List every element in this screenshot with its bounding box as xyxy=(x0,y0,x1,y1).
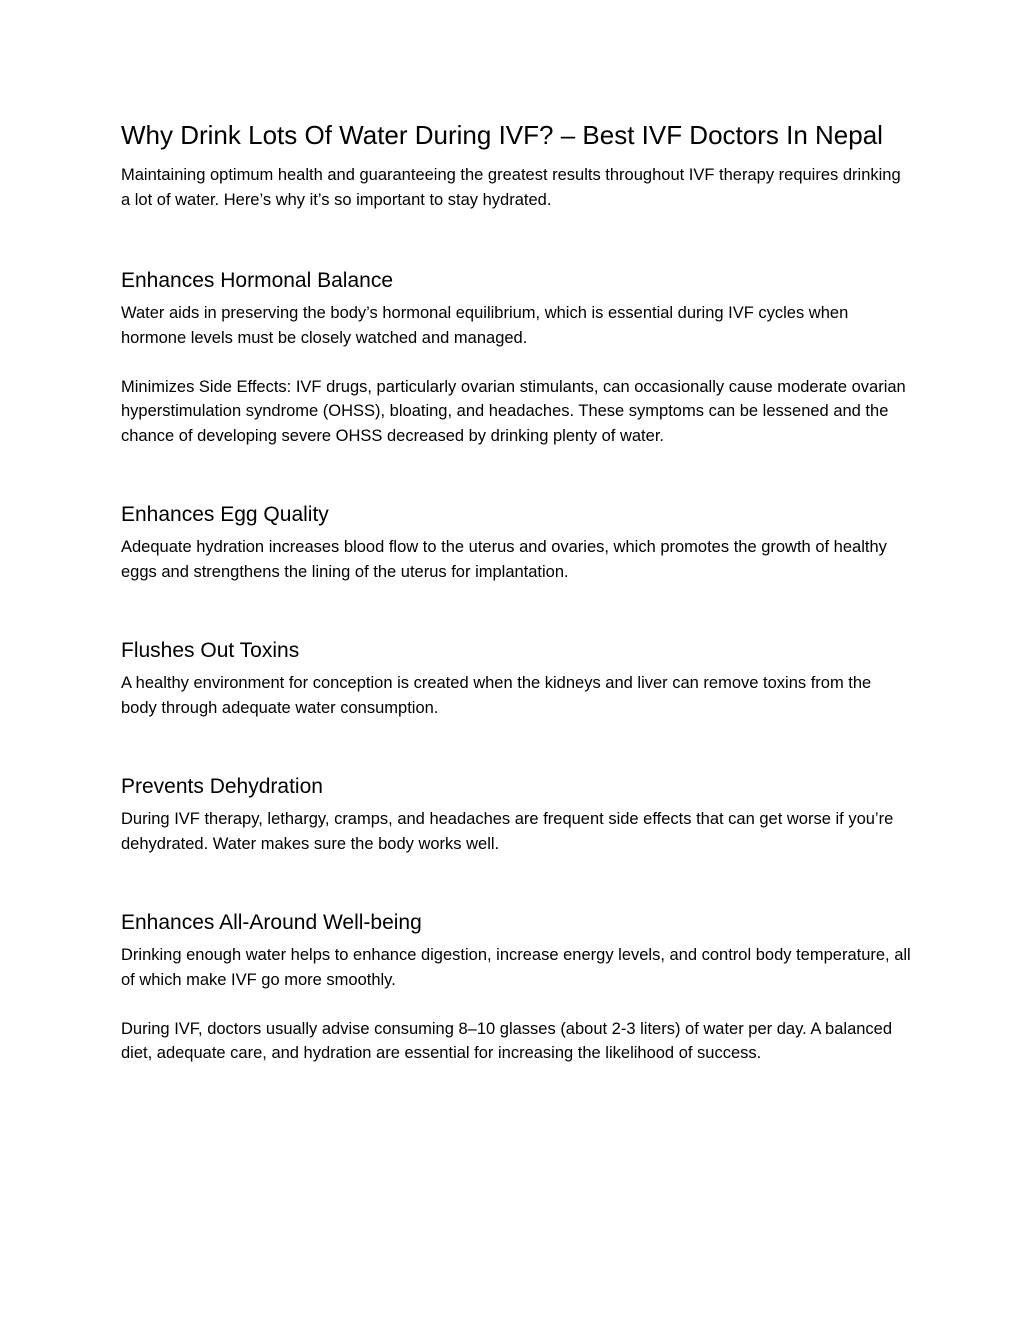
section-prevents-dehydration xyxy=(121,773,911,856)
section-paragraph: A healthy environment for conception is created when the kidneys and liver can remove toxins from the body through adequate water consumption. xyxy=(121,674,872,717)
section-hormonal-balance xyxy=(121,267,911,448)
section-heading: Enhances Egg Quality xyxy=(121,503,329,526)
section-paragraph: During IVF therapy, lethargy, cramps, and headaches are frequent side effects that can get worse if you’re dehydrated. Water makes sure the body works well. xyxy=(121,810,894,853)
section-paragraph: Water aids in preserving the body’s hormonal equilibrium, which is essential during IVF cycles when hormone levels must be closely watched and managed. xyxy=(121,304,849,347)
section-heading: Prevents Dehydration xyxy=(121,775,323,798)
section-egg-quality xyxy=(121,501,911,584)
section-paragraph: During IVF, doctors usually advise consuming 8–10 glasses (about 2-3 liters) of water per day. A balanced diet, adequate care, and hydration are essential for increasing the likelihood of success. xyxy=(121,1019,893,1062)
section-paragraph: Drinking enough water helps to enhance digestion, increase energy levels, and control body temperature, all of which make IVF go more smoothly. xyxy=(121,946,911,989)
section-heading: Flushes Out Toxins xyxy=(121,639,300,662)
document-title: Why Drink Lots Of Water During IVF? – Best IVF Doctors In Nepal xyxy=(121,120,883,150)
section-heading: Enhances All-Around Well-being xyxy=(121,911,422,934)
section-flushes-toxins xyxy=(121,637,911,720)
section-well-being xyxy=(121,909,911,1066)
intro-paragraph: Maintaining optimum health and guaranteeing the greatest results throughout IVF therapy requires drinking a lot of water. Here’s why it’s so important to stay hydrated. xyxy=(121,166,901,209)
section-paragraph: Adequate hydration increases blood flow to the uterus and ovaries, which promotes the growth of healthy eggs and strengthens the lining of the uterus for implantation. xyxy=(121,538,887,581)
section-paragraph: Minimizes Side Effects: IVF drugs, particularly ovarian stimulants, can occasionally cause moderate ovarian hyperstimulation syndrome (OHSS), bloating, and headaches. These symptoms can be lessened and the chance of developing severe OHSS decreased by drinking plenty of water. xyxy=(121,377,906,445)
document-page xyxy=(121,117,911,1119)
section-heading: Enhances Hormonal Balance xyxy=(121,269,393,292)
